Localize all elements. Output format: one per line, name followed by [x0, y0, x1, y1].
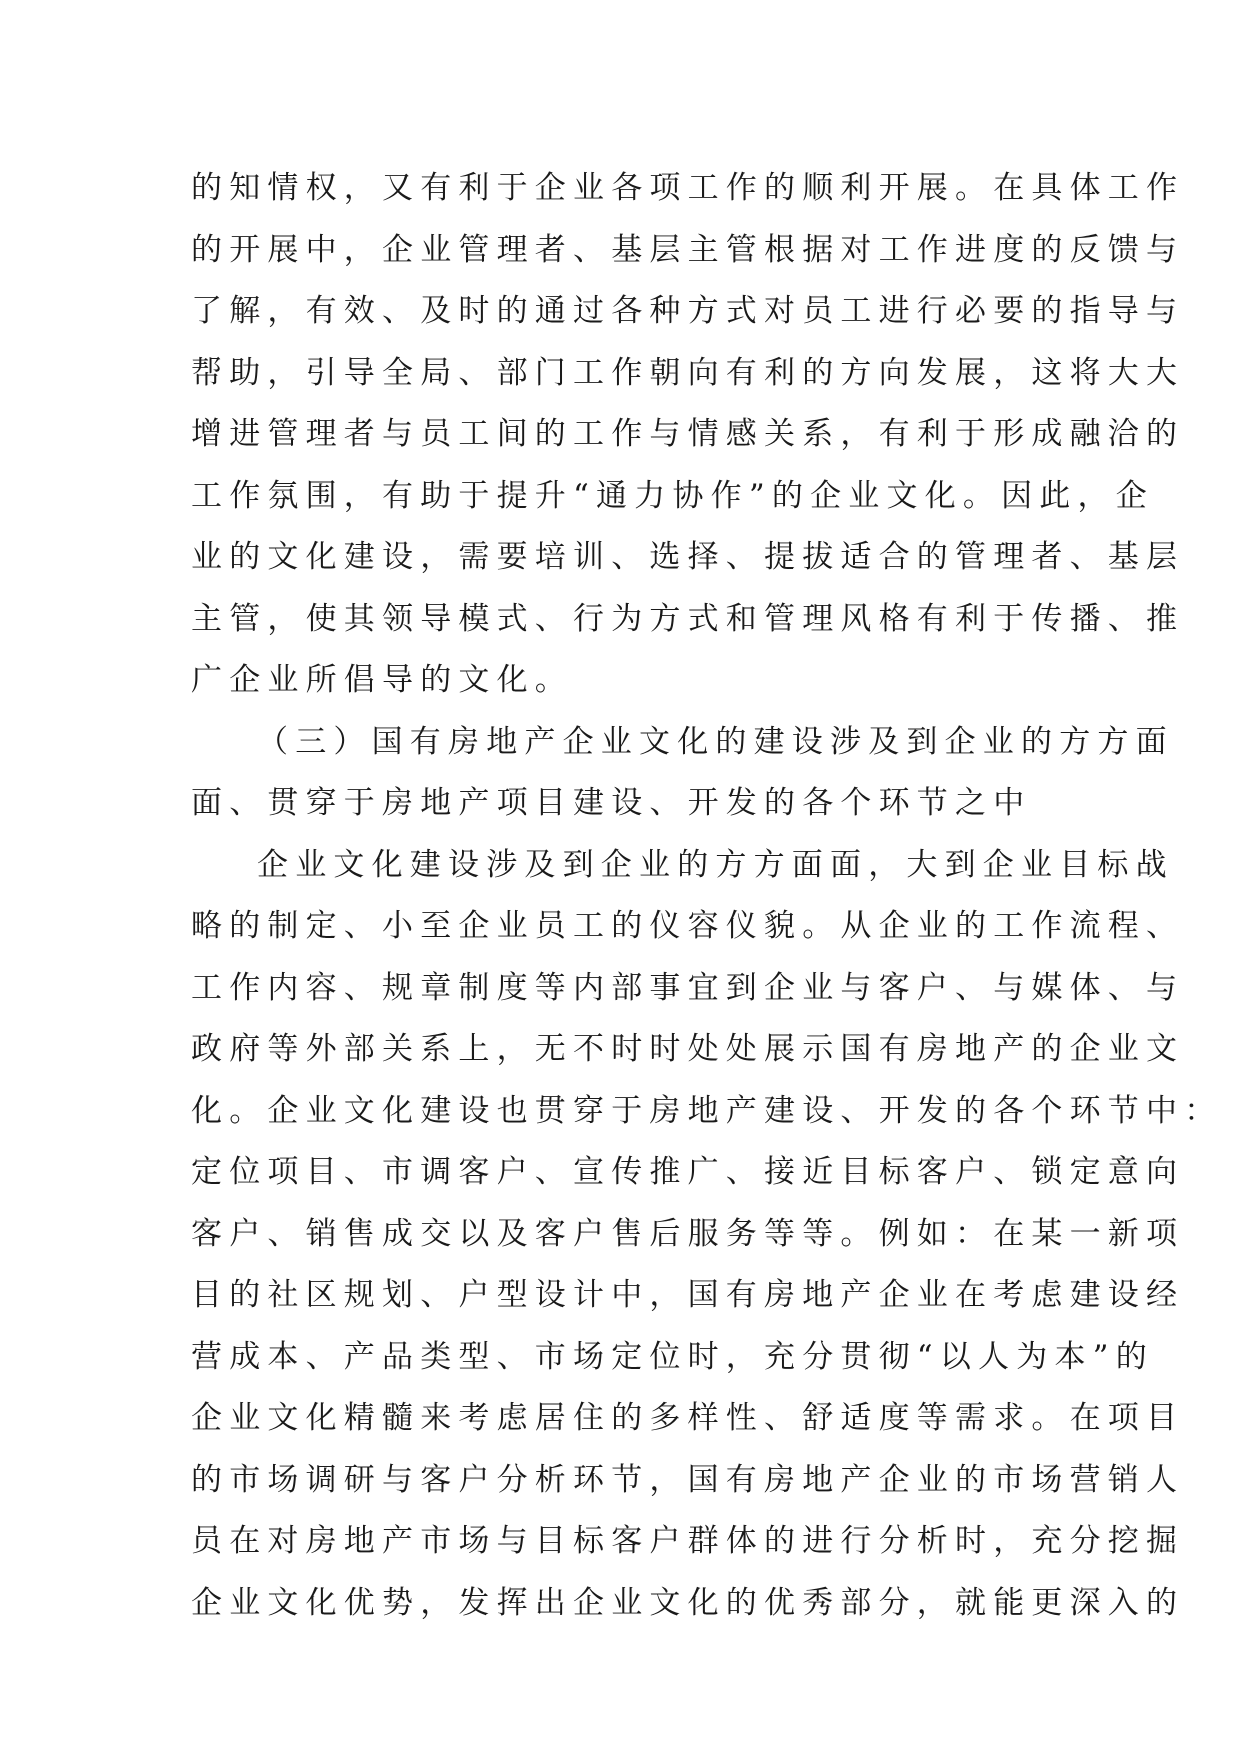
text-line: 企业文化精髓来考虑居住的多样性、舒适度等需求。在项目 [191, 1400, 1185, 1436]
text-line: 了解，有效、及时的通过各种方式对员工进行必要的指导与 [191, 293, 1185, 329]
text-line: 的知情权，又有利于企业各项工作的顺利开展。在具体工作 [191, 170, 1185, 206]
text-line: 员在对房地产市场与目标客户群体的进行分析时，充分挖掘 [191, 1523, 1185, 1559]
text-line: 的开展中，企业管理者、基层主管根据对工作进度的反馈与 [191, 231, 1185, 268]
text-line: 定位项目、市调客户、宣传推广、接近目标客户、锁定意向 [191, 1154, 1185, 1190]
text-line: 企业文化建设涉及到企业的方方面面，大到企业目标战 [257, 846, 1174, 883]
section-heading-line: （三）国有房地产企业文化的建设涉及到企业的方方面 [257, 723, 1174, 760]
text-line: 企业文化优势，发挥出企业文化的优秀部分，就能更深入的 [191, 1584, 1185, 1621]
text-line: 工作氛围，有助于提升“通力协作”的企业文化。因此，企 [191, 477, 1154, 514]
text-line: 业的文化建设，需要培训、选择、提拔适合的管理者、基层 [191, 539, 1185, 575]
section-heading-line: 面、贯穿于房地产项目建设、开发的各个环节之中 [191, 785, 1032, 821]
text-line: 政府等外部关系上，无不时时处处展示国有房地产的企业文 [191, 1031, 1185, 1067]
text-line: 化。企业文化建设也贯穿于房地产建设、开发的各个环节中： [191, 1092, 1223, 1129]
text-line: 营成本、产品类型、市场定位时，充分贯彻“以人为本”的 [191, 1338, 1154, 1375]
text-line: 客户、销售成交以及客户售后服务等等。例如：在某一新项 [191, 1215, 1185, 1252]
text-line: 略的制定、小至企业员工的仪容仪貌。从企业的工作流程、 [191, 908, 1185, 944]
text-line: 主管，使其领导模式、行为方式和管理风格有利于传播、推 [191, 600, 1185, 637]
body-text [191, 158, 1223, 1634]
text-line: 目的社区规划、户型设计中，国有房地产企业在考虑建设经 [191, 1277, 1185, 1313]
text-line: 工作内容、规章制度等内部事宜到企业与客户、与媒体、与 [191, 969, 1185, 1006]
text-line: 的市场调研与客户分析环节，国有房地产企业的市场营销人 [191, 1461, 1185, 1498]
text-line: 帮助，引导全局、部门工作朝向有利的方向发展，这将大大 [191, 354, 1185, 391]
text-line: 广企业所倡导的文化。 [191, 662, 573, 698]
text-line: 增进管理者与员工间的工作与情感关系，有利于形成融洽的 [191, 416, 1185, 452]
